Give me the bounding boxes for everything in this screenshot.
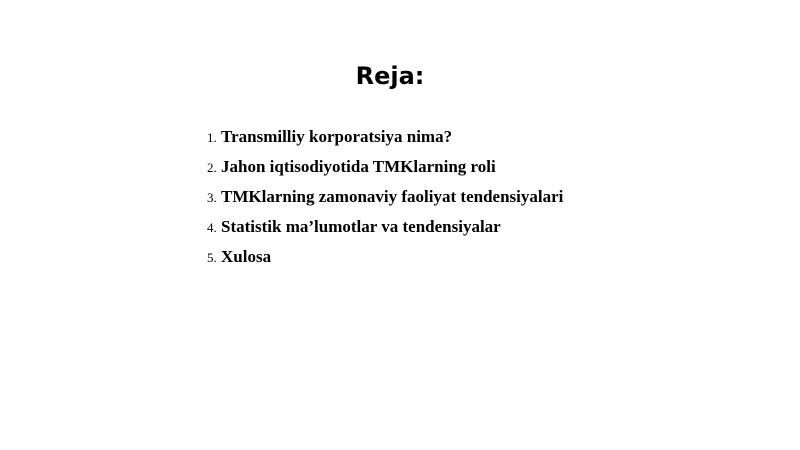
agenda-item-number: 5.	[207, 250, 217, 265]
agenda-item	[207, 122, 563, 152]
agenda-item-text: Transmilliy korporatsiya nima?	[221, 127, 453, 146]
agenda-item	[207, 182, 563, 212]
agenda-item-number: 2.	[207, 160, 217, 175]
slide-title: Reja:	[355, 62, 425, 90]
agenda-item-number: 1.	[207, 130, 217, 145]
agenda-item-text: TMKlarning zamonaviy faoliyat tendensiyalari	[221, 187, 564, 206]
agenda-item-number: 4.	[207, 220, 217, 235]
agenda-item-text: Xulosa	[221, 247, 272, 266]
agenda-item-text: Jahon iqtisodiyotida TMKlarning roli	[221, 157, 496, 176]
agenda-list	[207, 122, 563, 272]
agenda-item	[207, 242, 563, 272]
agenda-item	[207, 152, 563, 182]
agenda-item	[207, 212, 563, 242]
agenda-item-number: 3.	[207, 190, 217, 205]
agenda-item-text: Statistik ma’lumotlar va tendensiyalar	[221, 217, 501, 236]
